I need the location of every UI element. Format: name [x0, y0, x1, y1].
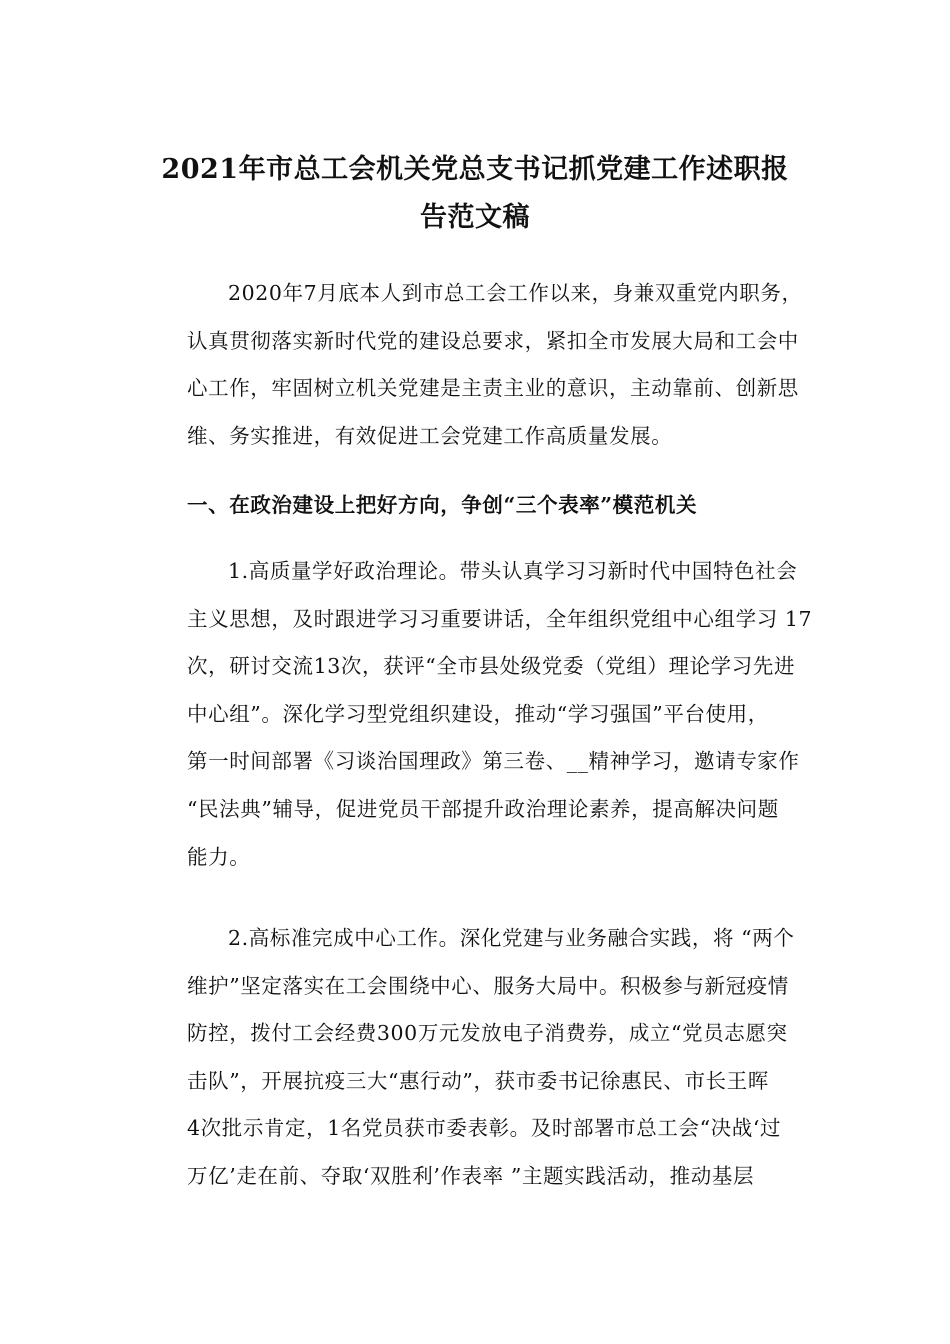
- paragraph-1: [146, 548, 813, 881]
- paragraph-line: 能力。: [187, 844, 251, 869]
- paragraph-line: 2.高标准完成中心工作。深化党建与业务融合实践，将 “两个: [228, 926, 795, 950]
- intro-line: 认真贯彻落实新时代党的建设总要求，紧扣全市发展大局和工会中: [187, 328, 799, 353]
- paragraph-line: 次，研讨交流13次，获评“全市县处级党委（党组）理论学习先进: [187, 654, 796, 679]
- paragraph-line: 中心组”。深化学习型党组织建设，推动“学习强国”平台使用，: [187, 701, 769, 726]
- paragraph-line: 4次批示肯定，1名党员获市委表彰。及时部署市总工会“决战‘过: [187, 1116, 782, 1141]
- title-line-1: 2021年市总工会机关党总支书记抓党建工作述职报: [161, 154, 789, 185]
- paragraph-line: 防控，拨付工会经费300万元发放电子消费券，成立“党员志愿突: [187, 1021, 788, 1046]
- intro-paragraph: [146, 270, 804, 460]
- paragraph-2: [146, 915, 804, 1201]
- paragraph-line: 击队”，开展抗疫三大“惠行动”，获市委书记徐惠民、市长王晖: [187, 1068, 769, 1093]
- document-title: [146, 146, 804, 242]
- section-heading: [146, 482, 804, 529]
- intro-line: 心工作，牢固树立机关党建是主责主业的意识，主动靠前、创新思: [187, 376, 799, 401]
- paragraph-line: 第一时间部署《习谈治国理政》第三卷、__精神学习，邀请专家作: [187, 749, 800, 774]
- title-line-2: 告范文稿: [420, 202, 530, 233]
- intro-line: 2020年7月底本人到市总工会工作以来，身兼双重党内职务，: [228, 281, 803, 305]
- section-heading-text: 一、在政治建设上把好方向，争创“三个表率”模范机关: [187, 493, 698, 517]
- paragraph-line: 1.高质量学好政治理论。带头认真学习习新时代中国特色社会: [228, 559, 798, 583]
- paragraph-line: 主义思想，及时跟进学习习重要讲话，全年组织党组中心组学习 17: [187, 606, 813, 631]
- paragraph-line: “民法典”辅导，促进党员干部提升政治理论素养，提高解决问题: [187, 796, 779, 821]
- intro-line: 维、务实推进，有效促进工会党建工作高质量发展。: [187, 423, 673, 448]
- paragraph-line: 维护”坚定落实在工会围绕中心、服务大局中。积极参与新冠疫情: [187, 973, 789, 998]
- paragraph-line: 万亿’走在前、夺取‘双胜利’作表率 ”主题实践活动，推动基层: [187, 1163, 755, 1188]
